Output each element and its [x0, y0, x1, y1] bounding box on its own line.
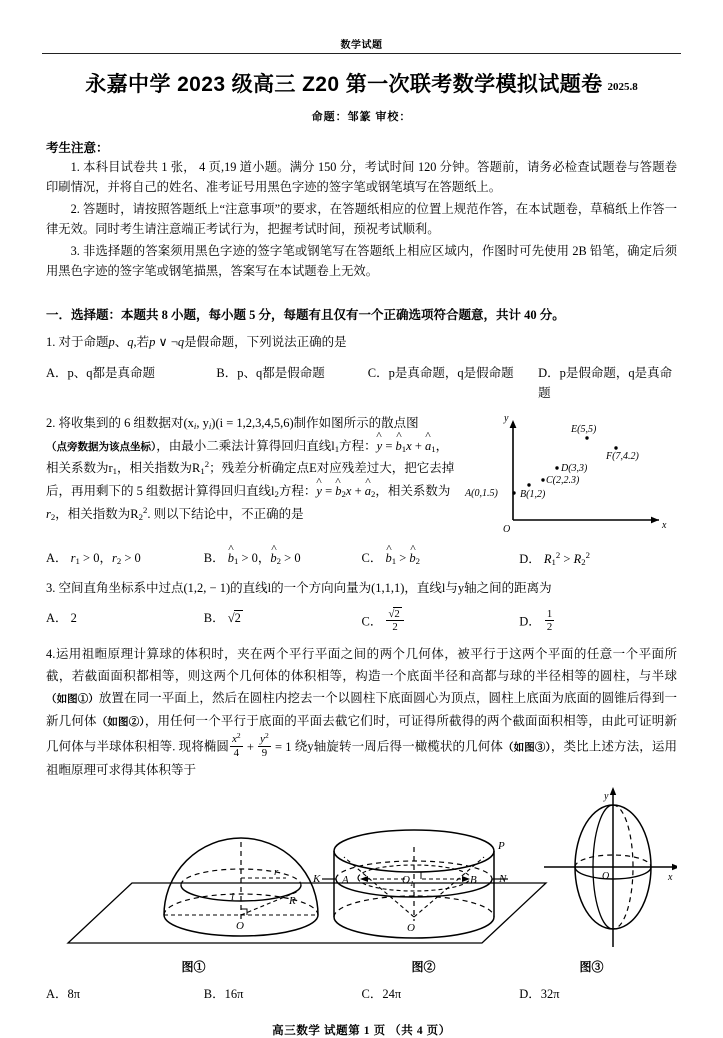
q1-stem-d: 是假命题，下列说法正确的是 [184, 335, 347, 350]
point-label-B: B(1,2) [520, 488, 546, 500]
q4-option-d[interactable]: D．32π [519, 986, 560, 1001]
q1-option-d[interactable]: D．p是假命题，q是真命题 [538, 365, 673, 400]
question-4-options [46, 984, 677, 1004]
page-footer: 高三数学 试题第 1 页 （共 4 页） [272, 1024, 451, 1037]
point-label-C: C(2,2.3) [546, 474, 580, 486]
point-label-D: D(3,3) [561, 462, 588, 474]
question-3-options [46, 608, 677, 633]
q1-var-p: p [108, 335, 115, 350]
q2-line1b: , y [196, 415, 209, 430]
fig2-label-B: B [470, 873, 477, 886]
q2-number: 2. [46, 415, 56, 430]
point-label-A: A(0,1.5) [465, 487, 498, 499]
question-1: 1. 对于命题p、q,若p ∨ ¬q是假命题，下列说法正确的是 [46, 335, 347, 350]
byline: 命题：邹篆 审校： [311, 111, 412, 123]
q2-line3b: ，相关指数为R [117, 461, 201, 476]
point-label-E: E(5,5) [571, 423, 597, 435]
q4-ellipse-eq: $\frac{x^2}{4}$ + $\frac{y^2}{9}$ = 1 [232, 731, 295, 759]
fig2-label-P: P [498, 839, 505, 852]
q2-line1c: )(i = 1,2,3,4,5,6)制作如图所示的散点图 [211, 415, 419, 430]
fig1-label-l: l [231, 890, 235, 903]
question-2 [46, 412, 677, 539]
q4-note1: （如图①） [46, 694, 99, 705]
point-label-F: F(7,4.2) [606, 450, 639, 462]
fig3-origin-O: O [602, 870, 610, 882]
q1-option-a[interactable]: A．p、q都是真命题 [46, 365, 156, 380]
q4-para4: 绕y轴旋转一周后得一橄榄状的几何体 [294, 740, 504, 755]
figure-caption-3: 图③ [579, 959, 604, 974]
section-heading: 一．选择题：本题共 8 小题，每小题 5 分，每题有且仅有一个正确选项符合题意，共计 40 分。 [46, 308, 565, 323]
q3-option-d[interactable]: D． $\frac{1}{2}$ [519, 608, 553, 634]
q2-line3c: ；残差分析确定点E对应残差过大，把它去掉 [209, 461, 455, 476]
solids-figure-svg [46, 787, 677, 959]
origin-label: O [503, 523, 511, 534]
q4-para1: 运用祖暅原理计算球的体积时，夹在两个平行平面之间的两个几何体，被平行于这两个平面的任意一个平面所截，若截面面积都相等，则这两个几何体的体积相等，构造一个底面半径和高都与球的半径相等的圆柱，与半球 [46, 646, 677, 683]
q3-text: 空间直角坐标系中过点(1,2, − 1)的直线l的一个方向向量为(1,1,1)，直线l与y轴之间的距离为 [58, 580, 552, 595]
figure-1-hemisphere [164, 838, 318, 936]
q2-line5b: ，相关指数为R [55, 506, 139, 521]
q1-sep: 、 [114, 335, 128, 350]
q4-para2: 放置在同一平面上，然后在圆柱内挖去一个以圆柱下底面圆心为顶点，圆柱上底面为底面的圆锥后得到一新几何体 [46, 691, 677, 728]
q1-stem-a: 对于命题 [58, 335, 109, 350]
q2-line2b: 方程： [339, 438, 377, 453]
q1-stem-c: ,若 [133, 335, 150, 350]
q2-line4c: ，相关系数为 [375, 484, 451, 499]
data-point-A [512, 491, 515, 494]
q3-option-a[interactable]: A． 2 [46, 611, 77, 626]
q4-option-c[interactable]: C．24π [361, 986, 402, 1001]
q1-number: 1. [46, 335, 56, 350]
question-2-text: 2. 将收集到的 6 组数据对($x_i$, $y_i)(i = 1,2,3,4,5,6)$制作如图所示的散点图 （点旁数据为该点坐标），由最小二乘法计算得回归直线$l_1$方程：^ y = ^ $b_1x$ + ^ $a_1$， 相关系数为$r_1$，相关指数为$R_1^2$；残差分析确定点E对应残差过大，把它去掉 后，再用剩下的 5 组数据计算得回归直线$l_2$方程：^ y = ^ $b_2x$ + ^ $a_2$，相关系数为 $r_2$，相关指数为$R_2^2$. 则以下结论中，不正确的是 [46, 412, 459, 526]
fig2-label-N: N [499, 872, 507, 885]
q4-note2: （如图②） [96, 716, 145, 728]
fig1-label-R: R [289, 894, 296, 907]
question-1-options [46, 363, 677, 403]
q2-option-c[interactable]: C． ^ $b_1$ > ^ $b_2$ [362, 548, 520, 569]
q1-option-b[interactable]: B．p、q都是假命题 [216, 365, 325, 380]
data-point-B [527, 483, 530, 486]
notice-item: 3. 非选择题的答案须用黑色字迹的签字笔或钢笔写在答题纸上相应区域内，作图时可先使用 2B 铅笔，确定后须用黑色字迹的签字笔或钢笔描黑，答案写在本试题卷上无效。 [46, 243, 677, 278]
figure-3-ellipsoid [544, 787, 677, 947]
fig3-axis-x: x [668, 871, 673, 883]
header-rule [42, 53, 681, 54]
data-point-D [555, 466, 558, 469]
q4-option-b[interactable]: B．16π [203, 986, 244, 1001]
data-point-C [541, 478, 544, 481]
q2-line4a: 后，再用剩下的 5 组数据计算得回归直线l [46, 484, 275, 499]
fig3-axis-y: y [604, 790, 609, 802]
title-date: 2025.8 [607, 81, 638, 93]
q3-option-b[interactable]: B． √2 [203, 611, 241, 626]
running-head: 数学试题 [340, 40, 383, 51]
question-4-figures [46, 787, 677, 962]
data-point-F [614, 446, 617, 449]
q2-line4b: 方程： [278, 484, 317, 499]
content [46, 138, 677, 1004]
fig1-label-r: r [274, 865, 279, 878]
fig2-label-O1: O [402, 873, 410, 886]
q2-option-d[interactable]: D． $R_1^2 > R_2^2$ [519, 549, 590, 567]
scatter-plot-figure [463, 412, 677, 539]
q4-note3: （如图③） [503, 743, 551, 755]
data-point-E [585, 436, 588, 439]
fig2-label-K: K [313, 872, 321, 885]
notice-item: 1. 本科目试卷共 1 张， 4 页,19 道小题。满分 150 分，考试时间 120 分钟。答题前，请务必检查试题卷与答题卷印刷情况，并将自己的姓名、准考证号用黑色字迹的签字笔或钢笔填写在答题纸上。 [46, 160, 677, 194]
q3-option-c[interactable]: C． $\frac{√2}{2}$ [362, 608, 520, 633]
title-row [0, 68, 723, 98]
ground-plane [68, 883, 546, 943]
q4-option-a[interactable]: A．8π [46, 986, 81, 1001]
q3-number: 3. [46, 580, 56, 595]
q2-line5a: r [46, 506, 51, 521]
q2-option-a[interactable]: A． $r_1 > 0$，$r_2 > 0$ [46, 550, 141, 567]
q2-line1a: 将收集到的 6 组数据对(x [58, 415, 194, 430]
axis-label-y: y [504, 412, 509, 424]
fig2-label-O: O [407, 921, 415, 934]
notice-heading: 考生注意： [46, 141, 109, 155]
question-2-options [46, 548, 677, 569]
figure-2-cylinder [312, 830, 508, 938]
fig1-label-O: O [236, 919, 244, 932]
q2-line5c: . 则以下结论中，不正确的是 [147, 506, 304, 521]
q4-number: 4. [46, 646, 56, 661]
question-3 [46, 578, 677, 600]
q1-option-c[interactable]: C．p是真命题，q是假命题 [367, 365, 514, 380]
notice-item: 2. 答题时，请按照答题纸上“注意事项”的要求，在答题纸相应的位置上规范作答，在本试题卷，草稿纸上作答一律无效。同时考生请注意端正考试行为，把握考试时间，预祝考试顺利。 [46, 201, 677, 236]
figure-caption-1: 图① [181, 959, 206, 974]
q4-para5: ，类比上述方法，运用祖暅原理可求得其体积等于 [46, 740, 677, 777]
fig2-label-O1-sub: 1 [410, 878, 414, 888]
q4-para3: ，用任何一个平行于底面的平面去截它们时，可证得所截得的两个截面面积相等，由此可证明新几何体与半球体积相等. 现将椭圆 [46, 713, 677, 755]
q2-line3a: 相关系数为r [46, 461, 113, 476]
q2-note: （点旁数据为该点坐标） [46, 441, 157, 453]
figure-caption-2: 图② [411, 959, 436, 974]
page-title: 永嘉中学 2023 级高三 Z20 第一次联考数学模拟试题卷 [85, 73, 603, 96]
fig2-label-A: A [342, 873, 349, 886]
axis-label-x: x [662, 519, 667, 531]
scatter-plot-svg [463, 412, 677, 534]
question-4 [46, 643, 677, 781]
q2-option-b[interactable]: B． ^ $b_1 > 0$，^ $b_2 > 0$ [204, 548, 362, 569]
q1-var-q: q [127, 335, 134, 350]
q2-line2a: ，由最小二乘法计算得回归直线l [156, 438, 335, 453]
